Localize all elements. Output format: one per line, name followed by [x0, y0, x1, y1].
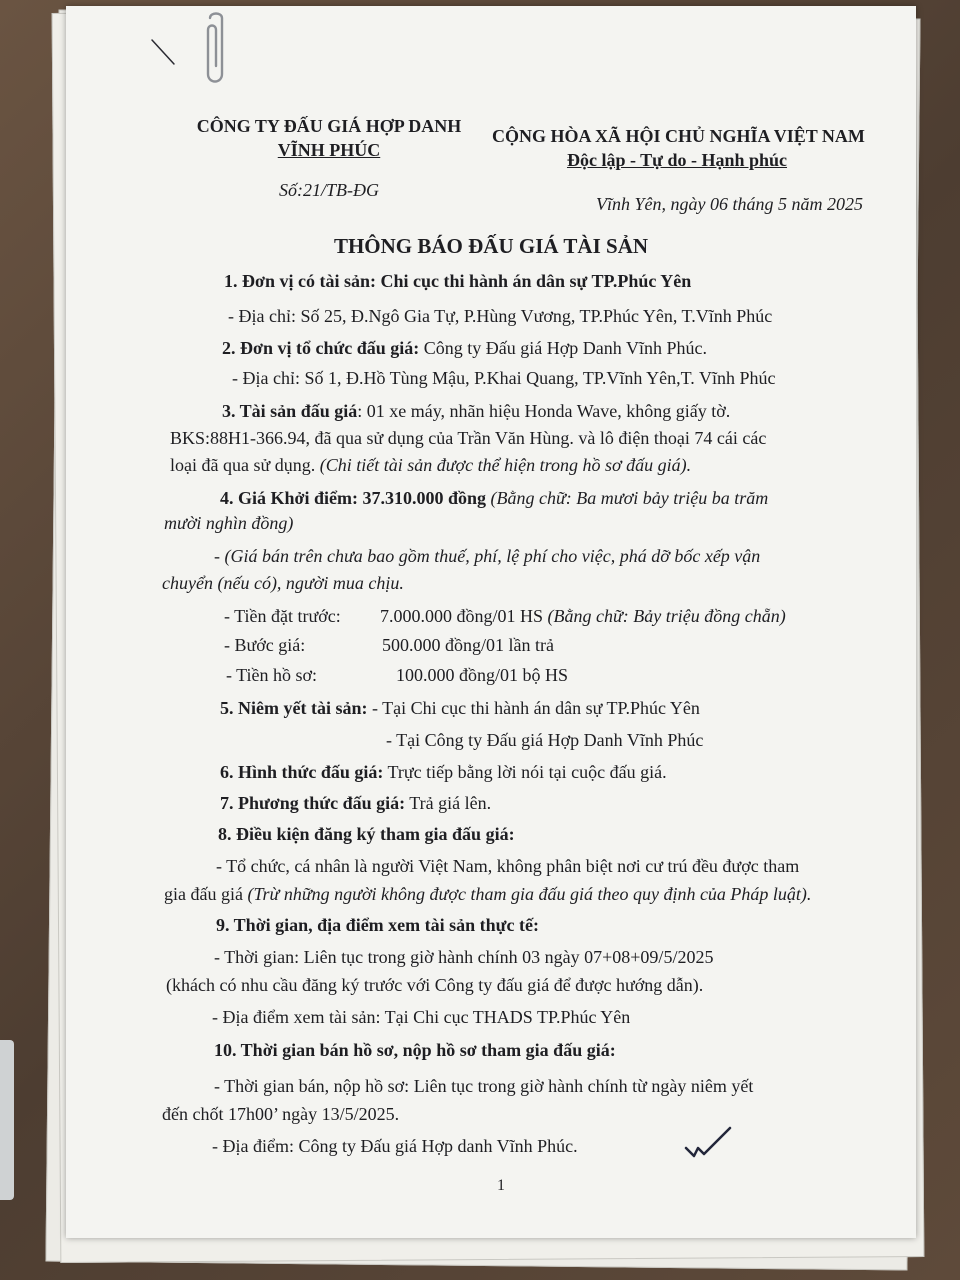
section-8-line2-text: gia đấu giá	[164, 884, 248, 904]
pen-mark-icon	[148, 38, 178, 68]
section-8-note: (Trừ những người không được tham gia đấu giá theo quy định của Pháp luật).	[247, 884, 812, 904]
section-9-line2: (khách có nhu cầu đăng ký trước với Công ty đấu giá để được hướng dẫn).	[166, 975, 704, 995]
fee-value: 100.000 đồng/01 bộ HS	[396, 665, 569, 685]
section-7	[220, 791, 491, 815]
place-date: Vĩnh Yên, ngày 06 tháng 5 năm 2025	[596, 194, 863, 214]
section-3	[222, 399, 730, 423]
section-4-heading: 4. Giá Khởi điểm: 37.310.000 đồng	[220, 488, 486, 508]
step-label: - Bước giá:	[224, 635, 306, 655]
section-3-line3	[170, 453, 691, 477]
section-6-value: Trực tiếp bằng lời nói tại cuộc đấu giá.	[383, 762, 667, 782]
section-4-note-line1: - (Giá bán trên chưa bao gồm thuế, phí, lệ phí cho việc, phá dỡ bốc xếp vận	[214, 546, 761, 566]
org-name-line2: VĨNH PHÚC	[277, 140, 381, 160]
section-8-heading: 8. Điều kiện đăng ký tham gia đấu giá:	[218, 824, 515, 844]
paperclip-icon	[200, 12, 230, 92]
section-6-heading: 6. Hình thức đấu giá:	[220, 762, 384, 782]
side-object	[0, 1040, 14, 1200]
deposit-label: - Tiền đặt trước:	[224, 606, 341, 626]
deposit-words: (Bằng chữ: Bảy triệu đồng chẵn)	[547, 606, 786, 626]
section-10-line1: - Thời gian bán, nộp hồ sơ: Liên tục trong giờ hành chính từ ngày niêm yết	[214, 1076, 754, 1096]
section-5	[220, 696, 700, 720]
section-5-value1: - Tại Chi cục thi hành án dân sự TP.Phúc Yên	[367, 698, 700, 718]
section-3-line2: BKS:88H1-366.94, đã qua sử dụng của Trần Văn Hùng. và lô điện thoại 74 cái các	[170, 428, 767, 448]
section-2-address: - Địa chỉ: Số 1, Đ.Hồ Tùng Mậu, P.Khai Quang, TP.Vĩnh Yên,T. Vĩnh Phúc	[232, 368, 776, 388]
document-page	[66, 6, 916, 1238]
document-number: Số:21/TB-ĐG	[279, 180, 379, 200]
fee-label: - Tiền hồ sơ:	[226, 665, 318, 685]
deposit-value: 7.000.000 đồng/01 HS	[380, 606, 548, 626]
section-5-heading: 5. Niêm yết tài sản:	[220, 698, 368, 718]
section-4-note-line2: chuyển (nếu có), người mua chịu.	[162, 573, 404, 593]
org-name: CÔNG TY ĐẤU GIÁ HỢP DANH	[196, 116, 462, 136]
step-value: 500.000 đồng/01 lần trả	[382, 635, 554, 655]
section-10-line3: - Địa điểm: Công ty Đấu giá Hợp danh Vĩnh Phúc.	[212, 1136, 578, 1156]
national-motto: Độc lập - Tự do - Hạnh phúc	[566, 150, 788, 170]
section-9-line1: - Thời gian: Liên tục trong giờ hành chính 03 ngày 07+08+09/5/2025	[214, 947, 714, 967]
section-5-value2: - Tại Công ty Đấu giá Hợp Danh Vĩnh Phúc	[386, 730, 704, 750]
section-4-words-line2: mười nghìn đồng)	[164, 513, 294, 533]
section-7-heading: 7. Phương thức đấu giá:	[220, 793, 406, 813]
document-title: THÔNG BÁO ĐẤU GIÁ TÀI SẢN	[333, 234, 649, 258]
section-2	[222, 336, 707, 360]
section-4-words: (Bằng chữ: Ba mươi bảy triệu ba trăm	[486, 488, 769, 508]
section-1-address: - Địa chỉ: Số 25, Đ.Ngô Gia Tự, P.Hùng Vương, TP.Phúc Yên, T.Vĩnh Phúc	[228, 306, 773, 326]
section-3-line3-text: loại đã qua sử dụng.	[170, 455, 320, 475]
section-1-heading: 1. Đơn vị có tài sản: Chi cục thi hành án dân sự TP.Phúc Yên	[224, 271, 692, 291]
section-3-line1: : 01 xe máy, nhãn hiệu Honda Wave, không giấy tờ.	[357, 401, 731, 421]
section-3-heading: 3. Tài sản đấu giá	[222, 401, 358, 421]
country-name: CỘNG HÒA XÃ HỘI CHỦ NGHĨA VIỆT NAM	[492, 126, 865, 146]
section-3-note: (Chi tiết tài sản được thể hiện trong hồ sơ đấu giá).	[319, 455, 692, 475]
section-8-line2	[164, 882, 811, 906]
page-number: 1	[497, 1177, 505, 1194]
section-2-heading: 2. Đơn vị tổ chức đấu giá:	[222, 338, 420, 358]
section-10-line2: đến chốt 17h00’ ngày 13/5/2025.	[162, 1104, 400, 1124]
checkmark-icon	[684, 1124, 732, 1164]
section-2-value: Công ty Đấu giá Hợp Danh Vĩnh Phúc.	[419, 338, 707, 358]
section-4	[220, 486, 768, 510]
section-7-value: Trả giá lên.	[405, 793, 492, 813]
section-9-line3: - Địa điểm xem tài sản: Tại Chi cục THADS TP.Phúc Yên	[212, 1007, 631, 1027]
section-6	[220, 760, 667, 784]
deposit-row	[380, 604, 786, 628]
section-9-heading: 9. Thời gian, địa điểm xem tài sản thực tế:	[216, 915, 539, 935]
section-10-heading: 10. Thời gian bán hồ sơ, nộp hồ sơ tham gia đấu giá:	[214, 1040, 616, 1060]
section-8-line1: - Tổ chức, cá nhân là người Việt Nam, không phân biệt nơi cư trú đều được tham	[216, 856, 800, 876]
